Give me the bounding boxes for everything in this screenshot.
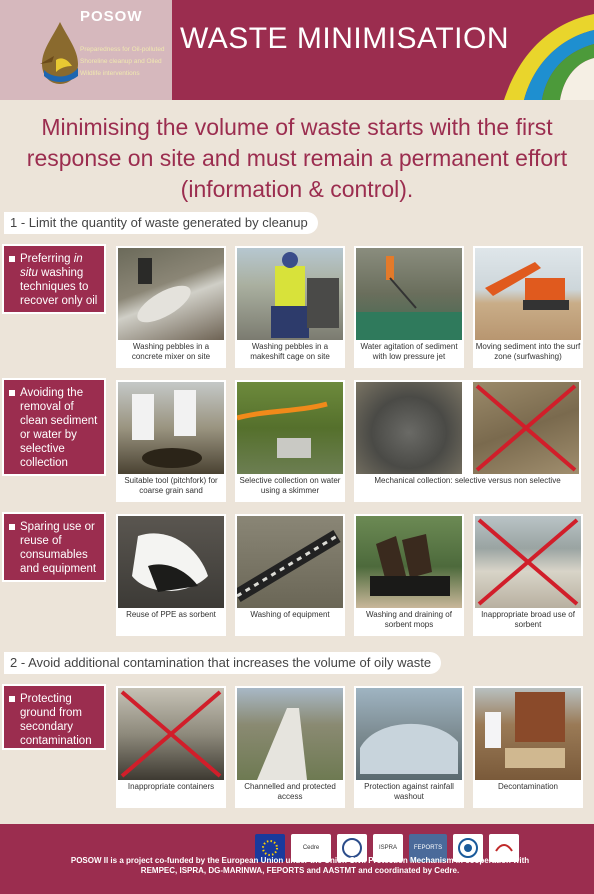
photo-credit: © Cedre — [475, 784, 481, 806]
photo-credit: © Cedre — [475, 344, 481, 366]
photo-card — [473, 246, 583, 368]
photo-credit: © Cedre — [237, 784, 243, 806]
photo — [475, 516, 581, 608]
photo-card — [116, 246, 226, 368]
photo-card — [354, 514, 464, 636]
header — [0, 0, 594, 100]
row-3-label — [2, 512, 106, 582]
cross-out-icon — [473, 382, 579, 474]
row-2-label-text: Avoiding the removal of clean sediment or water by selective collection — [20, 387, 98, 469]
footer-text: POSOW II is a project co-funded by the European Union under the Union Civil Protection Mechanism in cooperation with REMPEC, ISPRA, DG-MARINWA, FEPORTS and AASTMT and coordinated by Cedre. — [70, 856, 530, 875]
bullet-icon — [9, 524, 15, 530]
cedre-logo: Cedre — [291, 834, 331, 862]
photo-caption: Protection against rainfall washout — [364, 782, 454, 801]
photo-card — [116, 686, 226, 808]
row-1-label-text: Preferring in situ washing techniques to recover only oil — [20, 253, 98, 307]
photo-caption: Washing and draining of sorbent mops — [366, 610, 452, 629]
logo-title: POSOW — [80, 8, 143, 25]
photo-caption: Mechanical collection: selective versus non selective — [374, 476, 561, 485]
photo-caption: Inappropriate broad use of sorbent — [481, 610, 575, 629]
photo-credit: © Cedre — [237, 612, 243, 634]
photo-caption: Decontamination — [497, 782, 559, 791]
bullet-icon — [9, 696, 15, 702]
cross-out-icon — [118, 688, 224, 780]
photo — [356, 248, 462, 340]
photo-caption: Channelled and protected access — [244, 782, 336, 801]
bullet-icon — [9, 390, 15, 396]
photo-credit: © Cedre — [118, 344, 124, 366]
photo-card — [473, 686, 583, 808]
row-2-label — [2, 378, 106, 476]
photo — [356, 688, 462, 780]
ispra-logo: ISPRA — [373, 834, 403, 862]
photo-credit: © Cedre — [118, 612, 124, 634]
photo — [237, 382, 343, 474]
photo — [237, 516, 343, 608]
posow-logo — [0, 0, 172, 100]
photo — [475, 248, 581, 340]
page-title: WASTE MINIMISATION — [180, 22, 509, 55]
photo — [237, 688, 343, 780]
photo-card — [354, 686, 464, 808]
row-4-label — [2, 684, 106, 750]
logo-subtitle: Preparedness for Oil-polluted Shoreline cleanup and Oiled Wildlife interventions — [80, 46, 165, 77]
photo — [118, 688, 224, 780]
photo-card — [116, 514, 226, 636]
section-2-title: 2 - Avoid additional contamination that increases the volume of oily waste — [4, 652, 441, 674]
photo-credit: © Cedre — [237, 344, 243, 366]
headline: Minimising the volume of waste starts with the first response on site and must remain a permanent effort (information & control). — [26, 114, 568, 202]
photo-caption: Reuse of PPE as sorbent — [126, 610, 216, 619]
photo-card — [235, 514, 345, 636]
photo-caption: Water agitation of sediment with low pressure jet — [360, 342, 458, 361]
feports-logo: FEPORTS — [409, 834, 447, 862]
section-1-title: 1 - Limit the quantity of waste generated by cleanup — [4, 212, 318, 234]
photo-credit: © Cedre — [237, 478, 243, 500]
photo-credit: © ITOPF — [356, 611, 362, 634]
photo — [118, 516, 224, 608]
photo — [356, 382, 462, 474]
photo-card — [235, 686, 345, 808]
photo-caption: Suitable tool (pitchfork) for coarse grain sand — [124, 476, 218, 495]
photo — [475, 688, 581, 780]
row-4-label-text: Protecting ground from secondary contamination — [20, 693, 92, 747]
row-3-label-text: Sparing use or reuse of consumables and equipment — [20, 521, 97, 575]
row-1-label — [2, 244, 106, 314]
photo-credit: © Cedre — [356, 478, 362, 500]
photo-credit: © Cedre — [356, 344, 362, 366]
photo — [118, 382, 224, 474]
photo-credit: © Cedre — [118, 784, 124, 806]
photo-crossed — [473, 382, 579, 474]
photo — [356, 516, 462, 608]
photo-caption: Washing pebbles in a makeshift cage on site — [250, 342, 330, 361]
cross-out-icon — [475, 516, 581, 608]
photo-caption: Washing of equipment — [250, 610, 330, 619]
photo-card — [235, 246, 345, 368]
photo-caption: Selective collection on water using a skimmer — [239, 476, 341, 495]
bullet-icon — [9, 256, 15, 262]
photo-caption: Washing pebbles in a concrete mixer on site — [131, 342, 211, 361]
photo-card — [235, 380, 345, 502]
photo-card-comparison — [354, 380, 581, 502]
photo-card — [116, 380, 226, 502]
photo-card — [354, 246, 464, 368]
decorative-stripes — [484, 0, 594, 100]
oil-drop-bird-icon — [38, 20, 82, 86]
photo-credit: © Cedre — [356, 784, 362, 806]
photo-caption: Inappropriate containers — [127, 782, 215, 791]
photo — [237, 248, 343, 340]
photo-card — [473, 514, 583, 636]
photo — [118, 248, 224, 340]
photo-caption: Moving sediment into the surf zone (surfwashing) — [475, 342, 581, 361]
photo-credit: © Cedre — [118, 478, 124, 500]
photo-credit: © Cedre — [475, 612, 481, 634]
